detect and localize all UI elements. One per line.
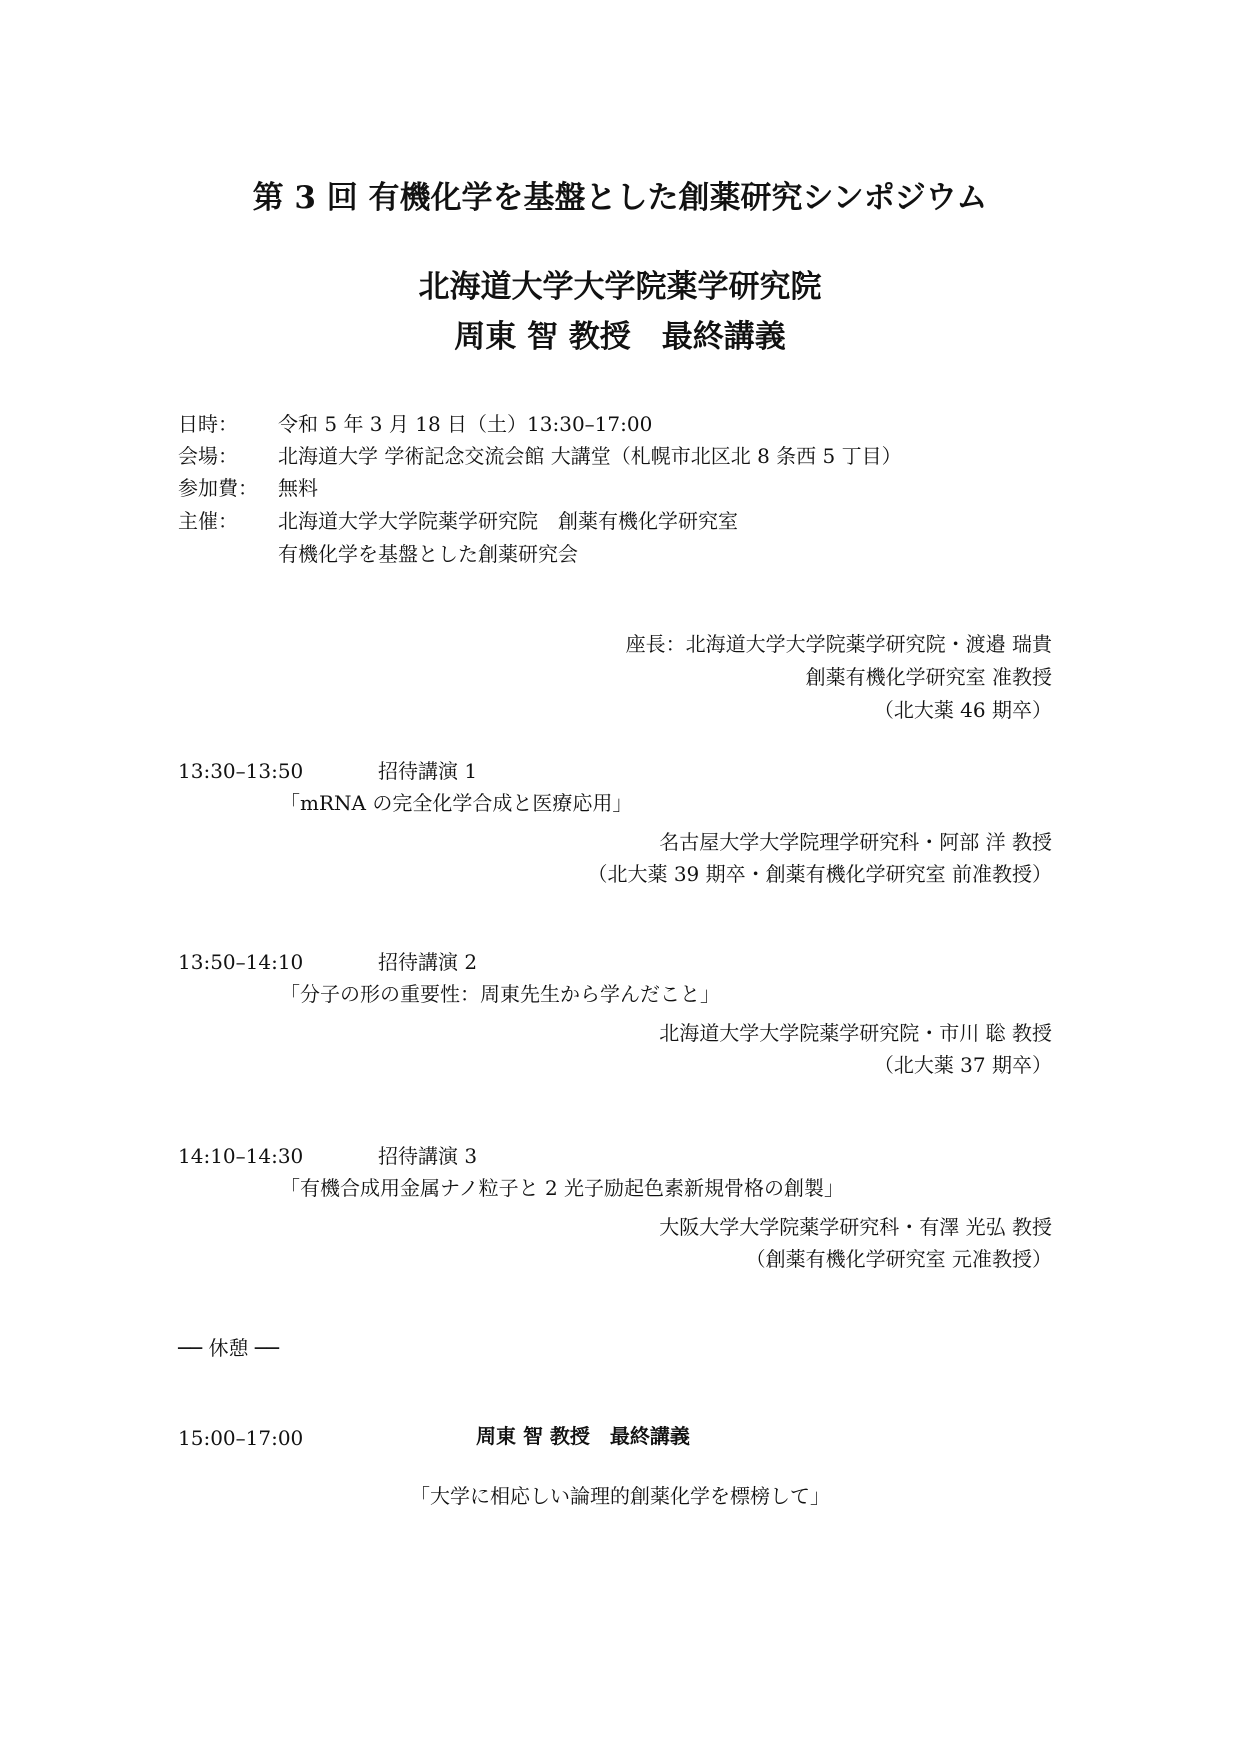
final-time: 15:00–17:00 (178, 1426, 304, 1450)
venue-label: 会場： (178, 444, 238, 468)
talk-title: 「有機合成用金属ナノ粒子と 2 光子励起色素新規骨格の創製」 (280, 1176, 845, 1200)
fee-label: 参加費： (178, 476, 258, 500)
host-label: 主催： (178, 509, 238, 533)
final-lecture-title: 「大学に相応しい論理的創薬化学を標榜して」 (410, 1484, 830, 1508)
chair-line-2: 創薬有機化学研究室 准教授 (805, 665, 1052, 689)
talk-kind: 招待講演 2 (378, 950, 478, 974)
talk-note: （北大薬 37 期卒） (873, 1053, 1052, 1077)
fee-value: 無料 (278, 476, 318, 500)
chair-line-3: （北大薬 46 期卒） (873, 698, 1052, 722)
date-value: 令和 5 年 3 月 18 日（土）13:30–17:00 (278, 412, 653, 436)
talk-speaker: 大阪大学大学院薬学研究科・有澤 光弘 教授 (659, 1215, 1052, 1239)
venue-value: 北海道大学 学術記念交流会館 大講堂（札幌市北区北 8 条西 5 丁目） (278, 444, 902, 468)
talk-speaker: 名古屋大学大学院理学研究科・阿部 洋 教授 (659, 830, 1052, 854)
talk-kind: 招待講演 1 (378, 759, 478, 783)
talk-time: 13:50–14:10 (178, 950, 304, 974)
talk-speaker: 北海道大学大学院薬学研究院・市川 聡 教授 (659, 1021, 1052, 1045)
talk-title: 「分子の形の重要性：周東先生から学んだこと」 (280, 982, 720, 1006)
symposium-title: 第 3 回 有機化学を基盤とした創薬研究シンポジウム (252, 180, 988, 216)
talk-time: 14:10–14:30 (178, 1144, 304, 1168)
talk-kind: 招待講演 3 (378, 1144, 478, 1168)
host-value-1: 北海道大学大学院薬学研究院 創薬有機化学研究室 (278, 509, 738, 533)
date-label: 日時： (178, 412, 238, 436)
talk-note: （創薬有機化学研究室 元准教授） (745, 1247, 1052, 1271)
talk-time: 13:30–13:50 (178, 759, 304, 783)
host-value-2: 有機化学を基盤とした創薬研究会 (278, 542, 578, 566)
lecture-title: 周東 智 教授 最終講義 (454, 319, 786, 355)
final-heading: 周東 智 教授 最終講義 (476, 1424, 690, 1448)
talk-note: （北大薬 39 期卒・創薬有機化学研究室 前准教授） (587, 862, 1052, 886)
institution-title: 北海道大学大学院薬学研究院 (418, 269, 822, 305)
talk-title: 「mRNA の完全化学合成と医療応用」 (280, 791, 633, 815)
break-line: ── 休憩 ── (178, 1336, 279, 1360)
chair-line-1: 座長：北海道大学大学院薬学研究院・渡邉 瑞貴 (625, 632, 1052, 656)
